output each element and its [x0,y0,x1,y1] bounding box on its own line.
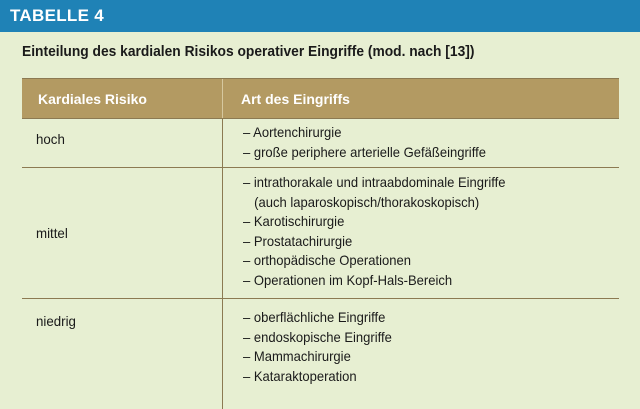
procedure-item: – Prostatachirurgie [243,232,353,249]
risk-table [22,78,619,409]
risk-label: niedrig [36,313,76,329]
table-row-medium [22,168,619,299]
table-row-low [22,299,619,409]
header-cardiac-risk: Kardiales Risiko [38,90,147,107]
procedure-cell [222,168,619,298]
risk-cell [22,119,222,167]
header-procedure-type: Art des Eingriffs [222,79,619,118]
procedure-item: – große periphere arterielle Gefäßeingriffe [243,143,486,160]
risk-label: hoch [36,131,65,147]
procedure-cell [222,299,619,409]
table-number-banner: TABELLE 4 [0,0,640,32]
table-caption: Einteilung des kardialen Risikos operativer Eingriffe (mod. nach [13]) [22,43,475,60]
risk-cell [22,299,222,409]
procedure-item-continuation: (auch laparoskopisch/thorakoskopisch) [254,193,480,210]
procedure-item: – Aortenchirurgie [243,124,342,140]
procedure-item: – intrathorakale und intraabdominale Eingriffe [243,174,506,190]
procedure-cell [222,119,619,167]
table-header-row [22,78,619,119]
risk-cell [22,168,222,298]
procedure-item: – orthopädische Operationen [243,252,411,268]
risk-label: mittel [36,225,68,241]
procedure-item: – Karotischirurgie [243,213,345,229]
table-row-high [22,119,619,168]
procedure-item: – Mammachirurgie [243,348,351,364]
procedure-item: – Operationen im Kopf-Hals-Bereich [243,271,453,288]
procedure-item: – oberflächliche Eingriffe [243,309,386,325]
procedure-item: – Kataraktoperation [243,367,357,384]
procedure-item: – endoskopische Eingriffe [243,328,392,345]
